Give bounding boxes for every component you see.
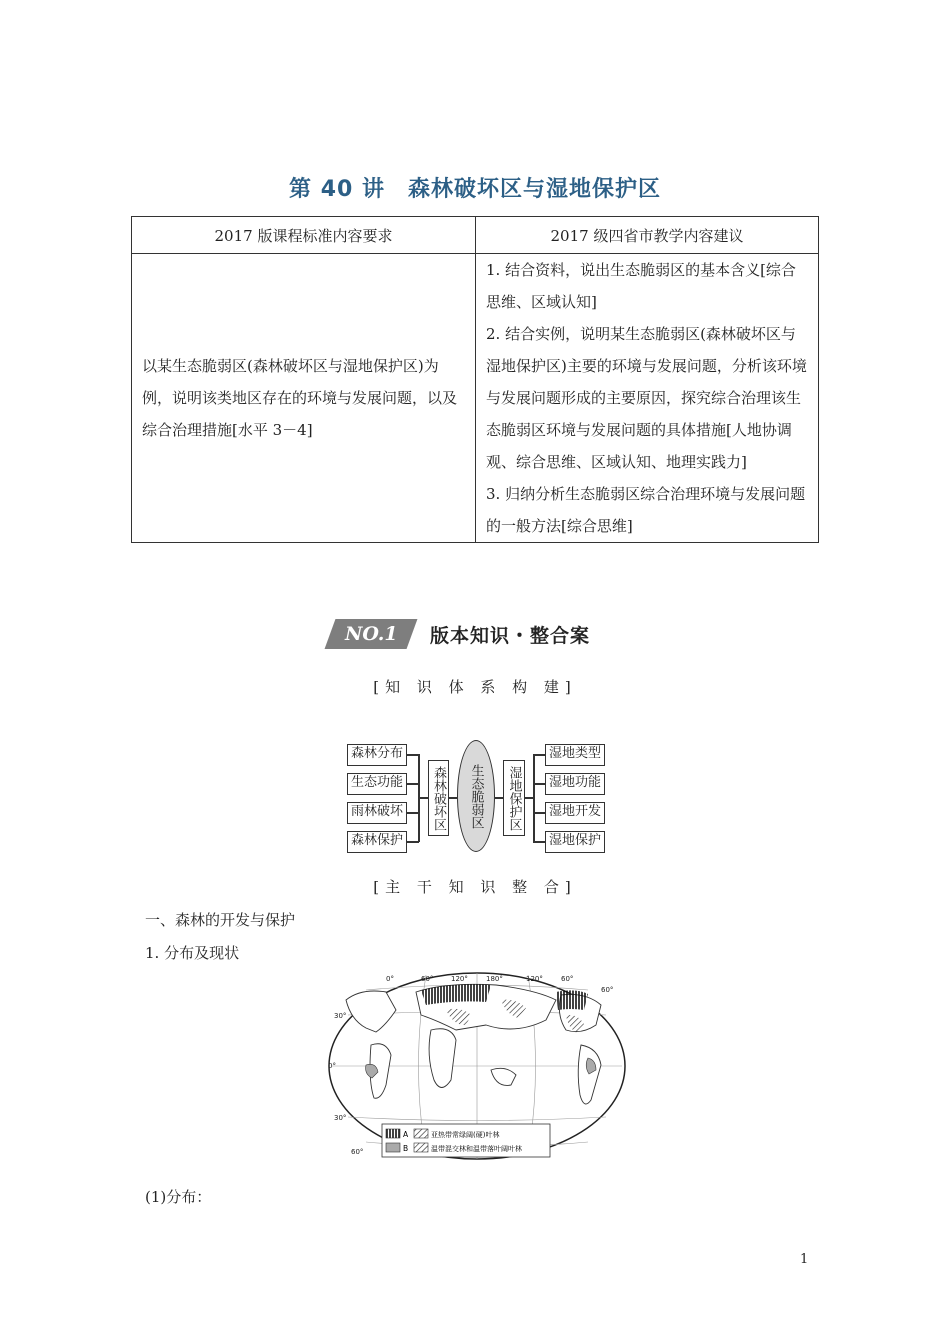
concept-diagram: [345, 738, 607, 854]
suggestion-item: 2. 结合实例，说明某生态脆弱区(森林破坏区与湿地保护区)主要的环境与发展问题，分析该环境与发展问题形成的主要原因，探究综合治理该生态脆弱区环境与发展问题的具体措施[人地协调观、综合思维、区域认知、地理实践力]: [486, 325, 807, 471]
page-title: 第 40 讲 森林破坏区与湿地保护区: [289, 177, 661, 202]
page-number: 1: [800, 1252, 809, 1267]
curriculum-table: [131, 216, 819, 543]
banner-tag: NO.1: [325, 619, 418, 649]
map-lon-label: 120°: [526, 975, 543, 983]
map-lon-label: 60°: [561, 975, 574, 983]
map-lon-label: 180°: [486, 975, 503, 983]
suggestion-item: 1. 结合资料，说出生态脆弱区的基本含义[综合思维、区域认知]: [486, 261, 796, 311]
legend-text-a: 亚热带常绿阔(硬)叶林: [431, 1131, 500, 1139]
map-lon-label: 120°: [451, 975, 468, 983]
diagram-node-wetland-protection-zone: 湿地保护区: [503, 760, 525, 836]
legend-text-b: 温带混交林和温带落叶阔叶林: [431, 1145, 522, 1153]
section-banner: [330, 618, 590, 650]
diagram-node-wetland-function: 湿地功能: [545, 773, 605, 795]
table-cell-suggestions: [476, 254, 819, 543]
diagram-node-wetland-types: 湿地类型: [545, 744, 605, 766]
map-lat-label: 30°: [334, 1114, 347, 1122]
heading-forest-development: 一、森林的开发与保护: [145, 911, 296, 929]
knowledge-system-heading: [知 识 体 系 构 建]: [373, 678, 577, 696]
map-lat-label: 60°: [351, 1148, 364, 1156]
main-knowledge-heading: [主 干 知 识 整 合]: [373, 878, 577, 896]
diagram-node-rainforest-destruction: 雨林破坏: [347, 802, 407, 824]
diagram-node-fragile-zone: 生态脆弱区: [457, 740, 495, 852]
table-header-left: 2017 版课程标准内容要求: [132, 217, 476, 254]
heading-distribution-status: 1. 分布及现状: [145, 944, 240, 962]
map-lat-label: 30°: [334, 1012, 347, 1020]
legend-key-a: A: [403, 1130, 409, 1139]
map-lat-label: 0°: [328, 1062, 336, 1070]
diagram-node-wetland-development: 湿地开发: [545, 802, 605, 824]
table-cell-standard: 以某生态脆弱区(森林破坏区与湿地保护区)为例，说明该类地区存在的环境与发展问题，以及综合治理措施[水平 3－4]: [132, 254, 476, 543]
subheading-distribution: (1)分布：: [145, 1188, 212, 1206]
map-lon-label: 60°: [421, 975, 434, 983]
diagram-node-forest-protection: 森林保护: [347, 831, 407, 853]
map-legend: [382, 1124, 550, 1157]
table-header-right: 2017 级四省市教学内容建议: [476, 217, 819, 254]
world-forest-map: [326, 970, 628, 1162]
suggestion-item: 3. 归纳分析生态脆弱区综合治理环境与发展问题的一般方法[综合思维]: [486, 485, 806, 535]
map-lat-label: 60°: [601, 986, 614, 994]
map-lon-label: 0°: [386, 975, 394, 983]
legend-key-b: B: [403, 1144, 409, 1153]
diagram-node-forest-distribution: 森林分布: [347, 744, 407, 766]
diagram-node-forest-destruction-zone: 森林破坏区: [428, 760, 449, 836]
diagram-node-ecological-function: 生态功能: [347, 773, 407, 795]
diagram-node-wetland-protection: 湿地保护: [545, 831, 605, 853]
banner-title: 版本知识・整合案: [430, 624, 591, 647]
